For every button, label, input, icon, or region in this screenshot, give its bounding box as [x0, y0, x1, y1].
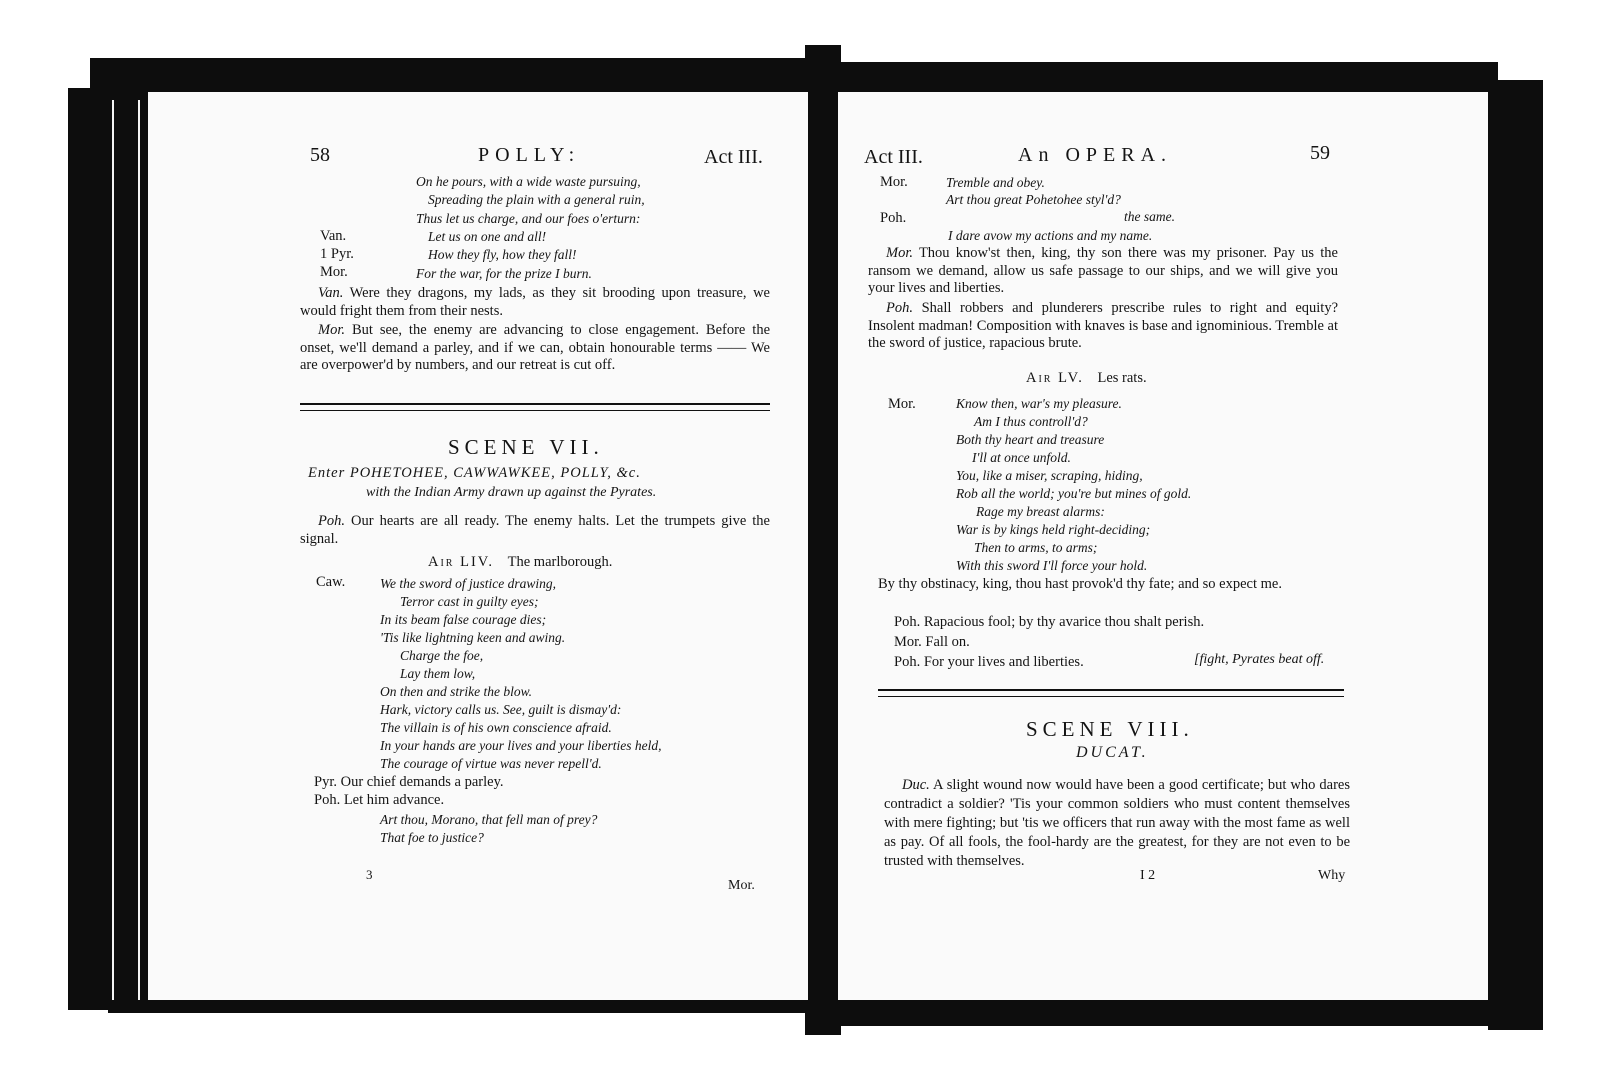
catchword: Mor.	[728, 878, 755, 893]
verse-line: Art thou, Morano, that fell man of prey?	[380, 812, 598, 827]
speech: Thou know'st then, king, thy son there was my prisoner. Pay us the ransom we demand, allow us safe passage to our ships, and we will give you your lives and liberties.	[868, 245, 1338, 296]
speech: A slight wound now would have been a good certificate; but who dares contradict a soldier? 'Tis your common soldiers who must content themselves with mere fighting; but 'tis we officers that run away with the most fame as well as pay. Of all fools, the fool-hardy are the greatest, for they are not even to be trusted with themselves.	[884, 777, 1351, 869]
verse-line: You, like a miser, scraping, hiding,	[956, 468, 1143, 483]
verse-line: Tremble and obey.	[946, 175, 1045, 190]
verse-line: On he pours, with a wide waste pursuing,	[416, 174, 641, 189]
scene-heading: SCENE VIII.	[1026, 717, 1194, 741]
page-number: 58	[310, 144, 330, 166]
scene-character: DUCAT.	[1076, 744, 1149, 761]
air-title: Air LV.	[1026, 370, 1084, 386]
speaker: Poh.	[880, 210, 907, 226]
speaker: Mor.	[880, 174, 908, 190]
air-heading	[1026, 370, 1147, 387]
verse-line: That foe to justice?	[380, 830, 484, 845]
speaker: 1 Pyr.	[320, 246, 354, 262]
air-tune: The marlborough.	[507, 554, 613, 570]
air-heading	[428, 554, 612, 571]
verse-line: 'Tis like lightning keen and awing.	[380, 630, 566, 645]
speech: Shall robbers and plunderers prescribe rules to right and equity? Insolent madman! Composition with knaves is base and ignominious. Tremble at the sword of justice, rapacious brute.	[868, 300, 1339, 351]
prose-paragraph	[300, 285, 770, 320]
verse-line: Terror cast in guilty eyes;	[400, 594, 539, 609]
verse-line: How they fly, how they fall!	[428, 247, 577, 262]
prose-paragraph: By thy obstinacy, king, thou hast provok'd thy fate; and so expect me.	[878, 576, 1282, 592]
stage-direction: Enter POHETOHEE, CAWWAWKEE, POLLY, &c.	[308, 465, 641, 481]
verse-line: The courage of virtue was never repell'd.	[380, 756, 602, 771]
verse-line: Know then, war's my pleasure.	[956, 396, 1122, 411]
double-rule	[878, 696, 1344, 697]
speaker: Mor.	[320, 264, 348, 280]
verse-line: Spreading the plain with a general ruin,	[428, 192, 645, 207]
speech-line	[894, 614, 1204, 631]
verse-line: the same.	[1124, 209, 1175, 224]
stage-direction: [fight, Pyrates beat off.	[1194, 652, 1325, 667]
verse-line: Then to arms, to arms;	[974, 540, 1098, 555]
page-number: 59	[1310, 142, 1330, 164]
scan-border-top-right	[838, 62, 1498, 92]
stage-direction: with the Indian Army drawn up against the Pyrates.	[366, 485, 657, 500]
scan-border-bottom-right	[838, 1000, 1538, 1026]
running-title: An OPERA.	[1018, 144, 1173, 166]
double-rule	[300, 403, 770, 405]
verse-line: Charge the foe,	[400, 648, 484, 663]
speaker: Mor.	[886, 245, 913, 261]
scan-spine	[805, 45, 841, 1035]
air-tune: Les rats.	[1097, 370, 1147, 386]
speech: Our chief demands a parley.	[340, 774, 504, 790]
speech: But see, the enemy are advancing to close engagement. Before the onset, we'll demand a parley, and if we can, obtain honourable terms —— We are overpower'd by numbers, and our retreat is cut off.	[300, 322, 771, 373]
left-page	[148, 92, 808, 1000]
air-singer: Caw.	[316, 574, 346, 590]
right-page	[838, 92, 1488, 1000]
verse-line: For the war, for the prize I burn.	[416, 266, 592, 281]
speaker: Poh.	[318, 513, 345, 529]
speaker: Poh.	[314, 792, 341, 808]
act-label: Act III.	[864, 146, 923, 168]
speaker: Poh.	[886, 300, 913, 316]
speaker: Van.	[318, 285, 344, 301]
prose-paragraph	[868, 300, 1338, 353]
catchword: Why	[1318, 868, 1346, 883]
speech-line	[894, 634, 970, 651]
scan-border-right	[1488, 80, 1543, 1030]
speech-line	[314, 774, 504, 791]
speaker: Mor.	[894, 634, 922, 650]
air-singer: Mor.	[888, 396, 916, 412]
verse-line: Hark, victory calls us. See, guilt is dismay'd:	[380, 702, 622, 717]
speaker: Mor.	[318, 322, 345, 338]
speaker: Van.	[320, 228, 347, 244]
running-title: POLLY:	[478, 144, 581, 166]
verse-line: On then and strike the blow.	[380, 684, 532, 699]
speaker: Duc.	[902, 777, 930, 793]
verse-line: Let us on one and all!	[428, 229, 547, 244]
speech: For your lives and liberties.	[923, 654, 1084, 670]
verse-line: Am I thus controll'd?	[974, 414, 1088, 429]
verse-line: I dare avow my actions and my name.	[948, 228, 1153, 243]
prose-paragraph	[300, 322, 770, 375]
verse-line: Both thy heart and treasure	[956, 432, 1105, 447]
verse-line: War is by kings held right-deciding;	[956, 522, 1151, 537]
verse-line: Rob all the world; you're but mines of gold.	[956, 486, 1192, 501]
act-label: Act III.	[704, 146, 763, 168]
double-rule	[300, 410, 770, 411]
verse-line: Rage my breast alarms:	[976, 504, 1105, 519]
verse-line: Lay them low,	[400, 666, 476, 681]
speech: Our hearts are all ready. The enemy halts. Let the trumpets give the signal.	[300, 513, 770, 547]
verse-line: Thus let us charge, and our foes o'erturn:	[416, 211, 641, 226]
verse-line: With this sword I'll force your hold.	[956, 558, 1148, 573]
verse-line: In your hands are your lives and your liberties held,	[380, 738, 662, 753]
signature-mark: 3	[366, 867, 373, 882]
speech: Fall on.	[925, 634, 970, 650]
speech-line	[894, 654, 1084, 671]
scan-border-top-left	[90, 58, 810, 92]
speaker: Pyr.	[314, 774, 337, 790]
speech: Were they dragons, my lads, as they sit brooding upon treasure, we would fright them from their nests.	[300, 285, 770, 319]
prose-paragraph	[300, 513, 770, 548]
verse-line: We the sword of justice drawing,	[380, 576, 557, 591]
signature-mark: I 2	[1140, 868, 1156, 883]
verse-line: I'll at once unfold.	[972, 450, 1071, 465]
speaker: Poh.	[894, 654, 921, 670]
verse-line: Art thou great Pohetohee styl'd?	[946, 192, 1121, 207]
scene-heading: SCENE VII.	[448, 435, 604, 459]
air-title: Air LIV.	[428, 554, 495, 570]
speaker: Poh.	[894, 614, 921, 630]
prose-paragraph	[884, 776, 1350, 871]
verse-line: The villain is of his own conscience afraid.	[380, 720, 612, 735]
speech-line	[314, 792, 444, 809]
page-stack-lines	[112, 100, 140, 1000]
prose-paragraph	[868, 245, 1338, 298]
speech: Rapacious fool; by thy avarice thou shalt perish.	[923, 614, 1205, 630]
verse-line: In its beam false courage dies;	[380, 612, 547, 627]
double-rule	[878, 689, 1344, 691]
speech: Let him advance.	[343, 792, 445, 808]
